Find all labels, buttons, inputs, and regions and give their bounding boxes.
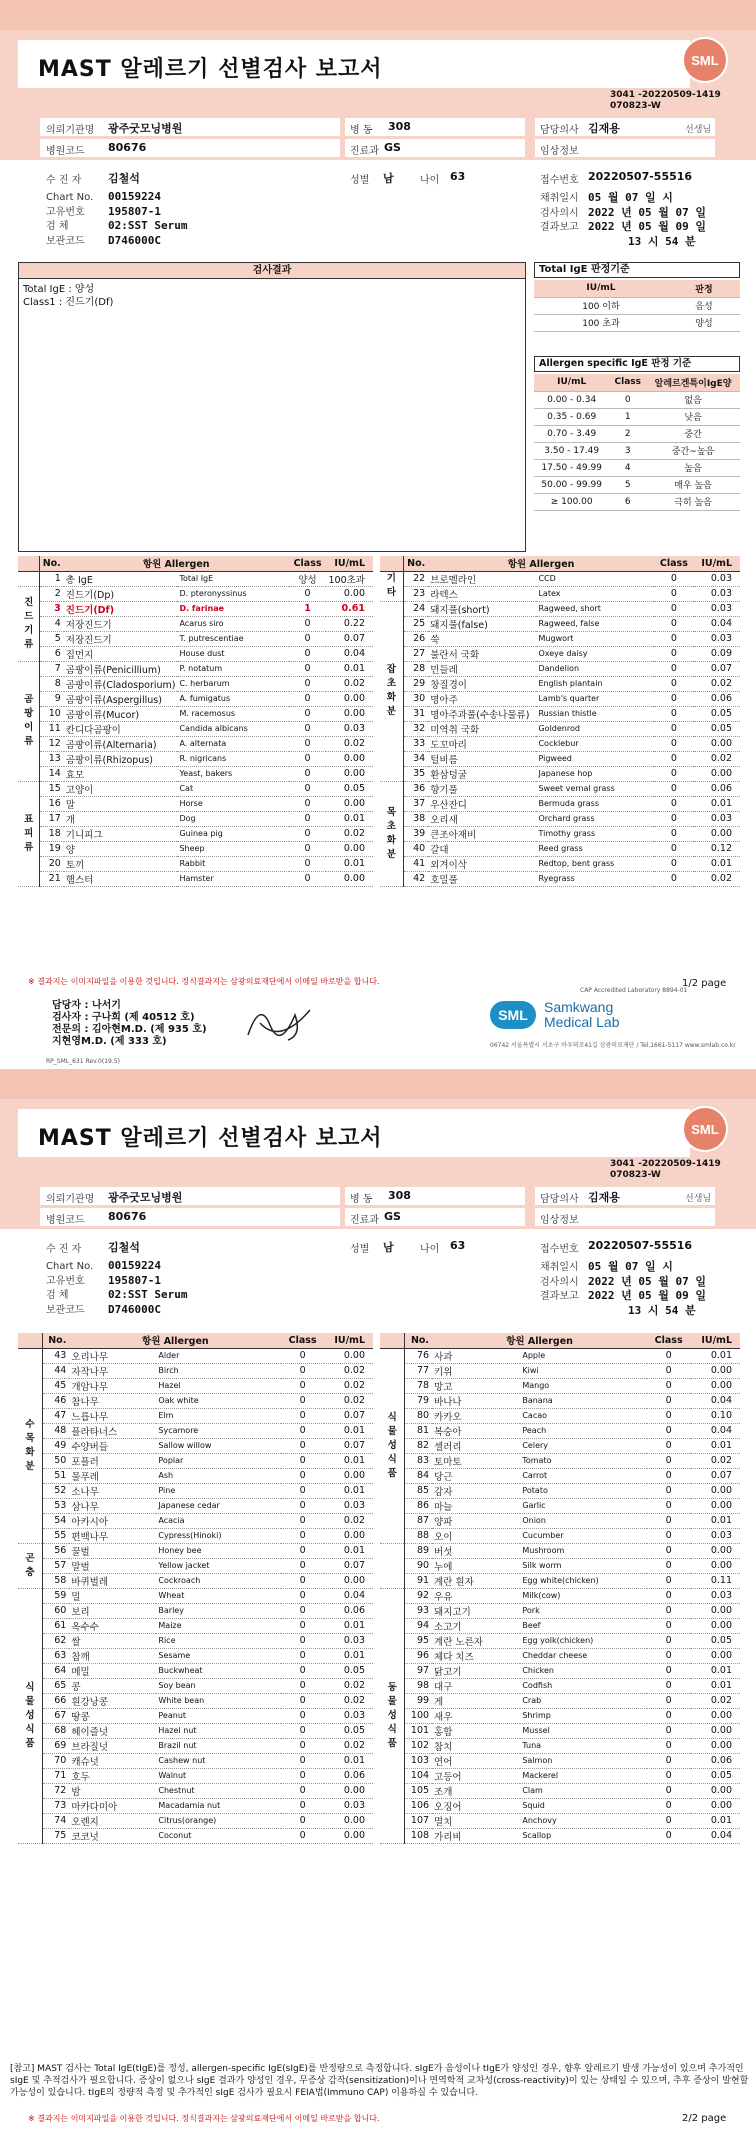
receipt-label: 접수번호 bbox=[540, 175, 579, 186]
result-row: 46 참나무 Oak white 0 0.02 bbox=[18, 1393, 373, 1408]
group-label: 수 목 화 분 bbox=[18, 1348, 43, 1543]
result-row: 107 멸치 Anchovy 0 0.01 bbox=[380, 1813, 740, 1828]
result-row: 41 외겨이삭 Redtop, bent grass 0 0.01 bbox=[380, 856, 740, 871]
result-row: 목 초 화 분 36 향기풀 Sweet vernal grass 0 0.06 bbox=[380, 781, 740, 796]
result-row: 66 흰강낭콩 White bean 0 0.02 bbox=[18, 1693, 373, 1708]
result-row: 102 참치 Tuna 0 0.00 bbox=[380, 1738, 740, 1753]
result-row: 34 털비름 Pigweed 0 0.02 bbox=[380, 751, 740, 766]
result-row: 78 망고 Mango 0 0.00 bbox=[380, 1378, 740, 1393]
ref-row: 0.70 - 3.49 2 중간 bbox=[534, 425, 740, 442]
reference-note: [참고] MAST 검사는 Total IgE(tIgE)를 정성, allergen-specific IgE(sIgE)를 반정량으로 측정합니다. sIgE가 음성이나 tIgE가 양성인 경우, 향후 알레르기 발생 가능성이 있으며 추가적인 sIgE 및 추적검사가 필요합니다. 증상이 없으나 sIgE 결과가 양성인 경우, 무증상 감작(sensitization)이나 면역학적 교차성(cross-reactivity)이 있는 상태일 수 있으며, 추후 증상이 발현할 가능성이 있습니다. tIgE의 정량적 측정 및 추가적인 sIgE 검사가 필요시 FEIA법(Immuno CAP) 이용하실 수 있습니다. bbox=[10, 2064, 749, 2098]
group-label bbox=[18, 571, 40, 586]
table-header-row: No. 항원 Allergen Class IU/mL bbox=[380, 556, 740, 571]
result-row: 70 캐슈넛 Cashew nut 0 0.01 bbox=[18, 1753, 373, 1768]
result-row: 곰 팡 이 류 7 곰팡이류(Penicillium) P. notatum 0 0.01 bbox=[18, 661, 373, 676]
ref-row: 0.35 - 0.69 1 낮음 bbox=[534, 408, 740, 425]
result-row: 82 셀러리 Celery 0 0.01 bbox=[380, 1438, 740, 1453]
result-row: 20 토끼 Rabbit 0 0.01 bbox=[18, 856, 373, 871]
address: 06742 서울특별시 서초구 바우뫼로41길 삼광의료재단 / Tel.1661-5117 www.smlab.co.kr bbox=[490, 1042, 736, 1049]
report-title: MAST 알레르기 선별검사 보고서 bbox=[38, 57, 383, 82]
result-row: 기 타 22 브로멜라인 CCD 0 0.03 bbox=[380, 571, 740, 586]
result-row: 38 오리새 Orchard grass 0 0.03 bbox=[380, 811, 740, 826]
result-row: 33 도꼬마리 Cocklebur 0 0.00 bbox=[380, 736, 740, 751]
result-row: 77 키위 Kiwi 0 0.00 bbox=[380, 1363, 740, 1378]
result-row: 8 곰팡이류(Cladosporium) C. herbarum 0 0.02 bbox=[18, 676, 373, 691]
result-row: 곤 충 56 꿀벌 Honey bee 0 0.01 bbox=[18, 1543, 373, 1558]
summary-class: Class1 : 진드기(Df) bbox=[23, 297, 114, 308]
result-row: 89 버섯 Mushroom 0 0.00 bbox=[380, 1543, 740, 1558]
result-row: 진 드 기 류 2 진드기(Dp) D. pteronyssinus 0 0.00 bbox=[18, 586, 373, 601]
result-row: 90 누에 Silk worm 0 0.00 bbox=[380, 1558, 740, 1573]
sml-mark-icon: SML bbox=[490, 1001, 536, 1029]
result-row: 72 밤 Chestnut 0 0.00 bbox=[18, 1783, 373, 1798]
result-row: 9 곰팡이류(Aspergillus) A. fumigatus 0 0.00 bbox=[18, 691, 373, 706]
result-row: 12 곰팡이류(Alternaria) A. alternata 0 0.02 bbox=[18, 736, 373, 751]
result-row: 103 연어 Salmon 0 0.06 bbox=[380, 1753, 740, 1768]
sml-logo-icon: SML bbox=[682, 37, 728, 83]
result-row: 108 가리비 Scallop 0 0.04 bbox=[380, 1828, 740, 1843]
result-row: 53 삼나무 Japanese cedar 0 0.03 bbox=[18, 1498, 373, 1513]
result-row: 75 코코넛 Coconut 0 0.00 bbox=[18, 1828, 373, 1843]
result-row: 97 닭고기 Chicken 0 0.01 bbox=[380, 1663, 740, 1678]
age-label: 나이 bbox=[420, 175, 440, 186]
ward-label: 병 동 bbox=[350, 125, 373, 136]
header-band bbox=[0, 0, 756, 30]
result-row: 57 말벌 Yellow jacket 0 0.07 bbox=[18, 1558, 373, 1573]
result-row: 86 마늘 Garlic 0 0.00 bbox=[380, 1498, 740, 1513]
group-label: 곰 팡 이 류 bbox=[18, 661, 40, 781]
group-label: 진 드 기 류 bbox=[18, 586, 40, 661]
results-table-left bbox=[18, 556, 373, 887]
result-row: 68 헤이즐넛 Hazel nut 0 0.05 bbox=[18, 1723, 373, 1738]
result-row: 식 물 성 식 품 59 밀 Wheat 0 0.04 bbox=[18, 1588, 373, 1603]
result-row: 28 민들레 Dandelion 0 0.07 bbox=[380, 661, 740, 676]
results-table-right bbox=[380, 1333, 740, 1844]
result-row: 50 포플러 Poplar 0 0.01 bbox=[18, 1453, 373, 1468]
result-row: 105 조개 Clam 0 0.00 bbox=[380, 1783, 740, 1798]
result-row: 61 옥수수 Maize 0 0.01 bbox=[18, 1618, 373, 1633]
result-row: 45 개암나무 Hazel 0 0.02 bbox=[18, 1378, 373, 1393]
result-row: 5 저장진드기 T. putrescentiae 0 0.07 bbox=[18, 631, 373, 646]
group-label: 잡 초 화 분 bbox=[380, 601, 403, 781]
result-row: 48 플라타너스 Sycamore 0 0.01 bbox=[18, 1423, 373, 1438]
result-row: 식 물 성 식 품 76 사과 Apple 0 0.01 bbox=[380, 1348, 740, 1363]
total-ige-ref-title: Total IgE 판정기준 bbox=[534, 262, 740, 278]
table-header-row: No. 항원 Allergen Class IU/mL bbox=[18, 556, 373, 571]
result-row: 11 칸디다곰팡이 Candida albicans 0 0.03 bbox=[18, 721, 373, 736]
result-row: 동 물 성 식 품 92 우유 Milk(cow) 0 0.03 bbox=[380, 1588, 740, 1603]
result-row: 64 메밀 Buckwheat 0 0.05 bbox=[18, 1663, 373, 1678]
result-row: 69 브라질넛 Brazil nut 0 0.02 bbox=[18, 1738, 373, 1753]
result-row: 93 돼지고기 Pork 0 0.00 bbox=[380, 1603, 740, 1618]
result-row: 26 쑥 Mugwort 0 0.03 bbox=[380, 631, 740, 646]
result-row: 수 목 화 분 43 오리나무 Alder 0 0.00 bbox=[18, 1348, 373, 1363]
group-label bbox=[380, 1543, 405, 1588]
total-ige-ref-table: IU/mL 판정 100 이하 음성 100 초과 양성 bbox=[534, 280, 740, 332]
result-row: 44 자작나무 Birch 0 0.02 bbox=[18, 1363, 373, 1378]
result-row: 96 체다 치즈 Cheddar cheese 0 0.00 bbox=[380, 1648, 740, 1663]
result-row: 79 바나나 Banana 0 0.04 bbox=[380, 1393, 740, 1408]
result-row: 80 카카오 Cacao 0 0.10 bbox=[380, 1408, 740, 1423]
result-row: 14 효모 Yeast, bakers 0 0.00 bbox=[18, 766, 373, 781]
result-row: 106 오징어 Squid 0 0.00 bbox=[380, 1798, 740, 1813]
result-row: 49 수양버들 Sallow willow 0 0.07 bbox=[18, 1438, 373, 1453]
group-label: 표 피 류 bbox=[18, 781, 40, 886]
name-value: 김철석 bbox=[108, 172, 140, 185]
specific-ref-title: Allergen specific IgE 판정 기준 bbox=[534, 356, 740, 372]
ref-row: 50.00 - 99.99 5 매우 높음 bbox=[534, 476, 740, 493]
sml-logo-icon: SML bbox=[682, 1106, 728, 1152]
result-row: 94 소고기 Beef 0 0.00 bbox=[380, 1618, 740, 1633]
result-row: 99 게 Crab 0 0.02 bbox=[380, 1693, 740, 1708]
ref-row: ≥ 100.00 6 극히 높음 bbox=[534, 493, 740, 510]
result-row: 13 곰팡이류(Rhizopus) R. nigricans 0 0.00 bbox=[18, 751, 373, 766]
result-row: 40 갈대 Reed grass 0 0.12 bbox=[380, 841, 740, 856]
result-row: 91 계란 흰자 Egg white(chicken) 0 0.11 bbox=[380, 1573, 740, 1588]
result-row: 29 창질경이 English plantain 0 0.02 bbox=[380, 676, 740, 691]
result-row: 95 계란 노른자 Egg yolk(chicken) 0 0.05 bbox=[380, 1633, 740, 1648]
result-row: 67 땅콩 Peanut 0 0.03 bbox=[18, 1708, 373, 1723]
date-labels: 채취일시 검사의시 결과보고 bbox=[540, 193, 579, 233]
group-label: 목 초 화 분 bbox=[380, 781, 403, 886]
result-row: 16 말 Horse 0 0.00 bbox=[18, 796, 373, 811]
result-row: 21 햄스터 Hamster 0 0.00 bbox=[18, 871, 373, 886]
hcode-value: 80676 bbox=[108, 141, 147, 154]
result-row: 47 느릅나무 Elm 0 0.07 bbox=[18, 1408, 373, 1423]
result-row: 71 호두 Walnut 0 0.06 bbox=[18, 1768, 373, 1783]
result-row: 32 미역취 국화 Goldenrod 0 0.05 bbox=[380, 721, 740, 736]
result-row: 1 총 IgE Total IgE 양성 100초과 bbox=[18, 571, 373, 586]
group-label: 식 물 성 식 품 bbox=[380, 1348, 405, 1543]
ref-row: 3.50 - 17.49 3 중간~높음 bbox=[534, 442, 740, 459]
summary-box: 검사결과 Total IgE : 양성 Class1 : 진드기(Df) bbox=[18, 262, 526, 552]
record-number: 3041 -20220509-1419 070823-W bbox=[610, 1159, 721, 1180]
clinical-label: 임상정보 bbox=[540, 146, 579, 157]
footer-note: ※ 결과지는 이미지파일을 이용한 것입니다. 정식결과지는 삼광의료재단에서 이메일 바로받을 합니다. bbox=[28, 977, 380, 986]
age-value: 63 bbox=[450, 170, 466, 183]
result-row: 74 오렌지 Citrus(orange) 0 0.00 bbox=[18, 1813, 373, 1828]
result-row: 88 오이 Cucumber 0 0.03 bbox=[380, 1528, 740, 1543]
result-row: 60 보리 Barley 0 0.06 bbox=[18, 1603, 373, 1618]
results-table-left bbox=[18, 1333, 373, 1844]
result-row: 17 개 Dog 0 0.01 bbox=[18, 811, 373, 826]
result-row: 3 진드기(Df) D. farinae 1 0.61 bbox=[18, 601, 373, 616]
result-row: 101 홍합 Mussel 0 0.00 bbox=[380, 1723, 740, 1738]
result-row: 55 편백나무 Cypress(Hinoki) 0 0.00 bbox=[18, 1528, 373, 1543]
report-title: MAST 알레르기 선별검사 보고서 bbox=[38, 1126, 383, 1151]
group-label: 기 타 bbox=[380, 571, 403, 601]
result-row: 63 참깨 Sesame 0 0.01 bbox=[18, 1648, 373, 1663]
result-row: 65 콩 Soy bean 0 0.02 bbox=[18, 1678, 373, 1693]
result-row: 4 저장진드기 Acarus siro 0 0.22 bbox=[18, 616, 373, 631]
page-number: 1/2 page bbox=[682, 978, 727, 989]
result-row: 18 기니피그 Guinea pig 0 0.02 bbox=[18, 826, 373, 841]
result-row: 27 불란서 국화 Oxeye daisy 0 0.09 bbox=[380, 646, 740, 661]
result-row: 42 호밀풀 Ryegrass 0 0.02 bbox=[380, 871, 740, 886]
result-row: 104 고등어 Mackerel 0 0.05 bbox=[380, 1768, 740, 1783]
header-band bbox=[0, 1069, 756, 1099]
doctor-label: 담당의사 bbox=[540, 125, 579, 136]
summary-total: Total IgE : 양성 bbox=[23, 284, 95, 295]
hcode-label: 병원코드 bbox=[46, 146, 85, 157]
result-row: 58 바퀴벌레 Cockroach 0 0.00 bbox=[18, 1573, 373, 1588]
dept-value: GS bbox=[384, 141, 401, 154]
result-row: 85 감자 Potato 0 0.00 bbox=[380, 1483, 740, 1498]
sex-value: 남 bbox=[383, 172, 394, 185]
result-row: 83 토마토 Tomato 0 0.02 bbox=[380, 1453, 740, 1468]
specific-ref-table: IU/mL Class 알레르겐특이IgE양 0.00 - 0.34 0 없음 0.35 - 0.69 1 낮음 0.70 - 3.49 2 중간 3.50 - 17.49 3 중간~높음 17.50 - 49.99 4 높음 50.00 - 99.99 5 매우 높음 ≥ 100.00 6 극히 높음 bbox=[534, 374, 740, 511]
group-label: 식 물 성 식 품 bbox=[18, 1588, 43, 1843]
result-row: 73 마카다미아 Macadamia nut 0 0.03 bbox=[18, 1798, 373, 1813]
group-label: 동 물 성 식 품 bbox=[380, 1588, 405, 1843]
result-row: 표 피 류 15 고양이 Cat 0 0.05 bbox=[18, 781, 373, 796]
sex-label: 성별 bbox=[350, 175, 370, 186]
ref-row: 0.00 - 0.34 0 없음 bbox=[534, 391, 740, 408]
result-row: 100 새우 Shrimp 0 0.00 bbox=[380, 1708, 740, 1723]
ref-row: 100 초과 양성 bbox=[534, 314, 740, 331]
result-row: 잡 초 화 분 24 돼지풀(short) Ragweed, short 0 0.03 bbox=[380, 601, 740, 616]
report-page-1: MAST 알레르기 선별검사 보고서 SML 3041 -20220509-1419 070823-W 의뢰기관명 광주굿모닝병원 병 동 308 담당의사 김재용 선생님 병원코드 80676 진료과 GS 임상정보 수 진 자 김철석 성별 남 나이 63 접수번호 20220507-55516 Chart No. 고유번호 검 체 보관코드 00159224 195807-1 02:SST Serum D746000C 채취일시 검사의시 결과보고 05 월 07 일 시 2022 년 05 월 07 일 2022 년 05 월 09 일 13 시 54 분 검사결과 Total IgE : 양성 Class1 : 진드기(Df) Total IgE 판정기준 IU/mL 판정 100 이하 음성 100 초과 양성 Allergen specific IgE 판정 기준 IU/mL Class 알레르겐특이IgE양 0.00 - 0.34 0 없음 0.35 - 0.69 1 낮음 0.70 - 3.49 2 중간 3.50 - 17.49 3 중간~높음 17.50 - 49.99 4 높음 50.00 - 99.99 5 매우 높음 ≥ 100.00 6 극히 높음 No. 항원 Allergen Class IU/mL 1 총 IgE Total IgE 양성 100초과 진 드 기 류 2 진드기(Dp) D. pteronyssinus 0 0.00 3 진드기(Df) D. farinae 1 0.61 4 저장진드기 Acarus siro 0 0.22 5 저장진드기 T. putrescentiae 0 0.07 6 집먼지 House dust 0 0.04 곰 팡 이 류 7 곰팡이류(Penicillium) P. notatum 0 0.01 8 곰팡이류(Cladosporium) C. herbarum 0 0.02 9 곰팡이류(Aspergillus) A. fumigatus 0 0.00 10 곰팡이류(Mucor) M. racemosus 0 0.00 11 칸디다곰팡이 Candida albicans 0 0.03 12 곰팡이류(Alternaria) A. alternata 0 0.02 13 곰팡이류(Rhizopus) R. nigricans 0 0.00 14 효모 Yeast, bakers 0 0.00 표 피 류 15 고양이 Cat 0 0.05 16 말 Horse 0 0.00 17 개 Dog 0 0.01 18 기니피그 Guinea pig 0 0.02 19 양 Sheep 0 0.00 20 토끼 Rabbit 0 0.01 21 햄스터 Hamster 0 0.00 No. 항원 Allergen Class IU/mL 기 타 22 브로멜라인 CCD 0 0.03 23 라텍스 Latex 0 0.03 잡 초 화 분 24 돼지풀(short) Ragweed, short 0 0.03 25 돼지풀(false) Ragweed, false 0 0.04 26 쑥 Mugwort 0 0.03 27 불란서 국화 Oxeye daisy 0 0.09 28 민들레 Dandelion 0 0.07 29 창질경이 English plantain 0 0.02 30 명아주 Lamb's quarter 0 0.06 31 명아주과풀(수송나물류) Russian thistle 0 0.05 32 미역취 국화 Goldenrod 0 0.05 33 도꼬마리 Cocklebur 0 0.00 34 털비름 Pigweed 0 0.02 35 환삼덩굴 Japanese hop 0 0.00 목 초 화 분 36 향기풀 Sweet vernal grass 0 0.06 37 우산잔디 Bermuda grass 0 0.01 38 오리새 Orchard grass 0 0.03 39 큰조아재비 Timothy grass 0 0.00 40 갈대 Reed grass 0 0.12 41 외겨이삭 Redtop, bent grass 0 0.01 42 호밀풀 Ryegrass 0 0.02 ※ 결과지는 이미지파일을 이용한 것입니다. 정식결과지는 삼광의료재단에서 이메일 바로받을 합니다. CAP Accredited Laboratory 8894-01 1/2 page 담당자 : 나서기 검사자 : 구나희 (제 40512 호) 전문의 : 김아현M.D. (제 935 호) 지현영M.D. (제 333 호) RP_SML_631 Rev.0(19.5) SML Samkwang Medical Lab 06742 서울특별시 서초구 바우뫼로41길 삼광의료재단 / Tel.1661-5117 www.smlab.co.kr bbox=[0, 0, 756, 1069]
doctor-value: 김재용 bbox=[588, 122, 620, 135]
result-row: 87 양파 Onion 0 0.01 bbox=[380, 1513, 740, 1528]
result-row: 30 명아주 Lamb's quarter 0 0.06 bbox=[380, 691, 740, 706]
signature-image bbox=[240, 995, 320, 1050]
table-header-row: No. 항원 Allergen Class IU/mL bbox=[380, 1333, 740, 1348]
result-row: 84 당근 Carrot 0 0.07 bbox=[380, 1468, 740, 1483]
result-row: 35 환삼덩굴 Japanese hop 0 0.00 bbox=[380, 766, 740, 781]
chart-values: 00159224 195807-1 02:SST Serum D746000C bbox=[108, 190, 188, 247]
dept-label: 진료과 bbox=[350, 146, 379, 157]
chart-labels: Chart No. 고유번호 검 체 보관코드 bbox=[46, 192, 94, 247]
result-row: 25 돼지풀(false) Ragweed, false 0 0.04 bbox=[380, 616, 740, 631]
sml-footer-logo: SML Samkwang Medical Lab bbox=[490, 1000, 620, 1030]
signatures: 담당자 : 나서기 검사자 : 구나희 (제 40512 호) 전문의 : 김아현M.D. (제 935 호) 지현영M.D. (제 333 호) bbox=[52, 1000, 207, 1047]
result-row: 62 쌀 Rice 0 0.03 bbox=[18, 1633, 373, 1648]
ward-value: 308 bbox=[388, 120, 411, 133]
page-number: 2/2 page bbox=[682, 2113, 727, 2124]
result-row: 6 집먼지 House dust 0 0.04 bbox=[18, 646, 373, 661]
name-label: 수 진 자 bbox=[46, 175, 82, 186]
result-row: 37 우산잔디 Bermuda grass 0 0.01 bbox=[380, 796, 740, 811]
result-row: 23 라텍스 Latex 0 0.03 bbox=[380, 586, 740, 601]
ref-row: 100 이하 음성 bbox=[534, 297, 740, 314]
group-label: 곤 충 bbox=[18, 1543, 43, 1588]
hospital-label: 의뢰기관명 bbox=[46, 125, 95, 136]
date-values: 05 월 07 일 시 2022 년 05 월 07 일 2022 년 05 월 09 일 13 시 54 분 bbox=[588, 191, 706, 248]
result-row: 31 명아주과풀(수송나물류) Russian thistle 0 0.05 bbox=[380, 706, 740, 721]
receipt-value: 20220507-55516 bbox=[588, 170, 693, 183]
table-header-row: No. 항원 Allergen Class IU/mL bbox=[18, 1333, 373, 1348]
ref-row: 17.50 - 49.99 4 높음 bbox=[534, 459, 740, 476]
result-row: 51 물푸레 Ash 0 0.00 bbox=[18, 1468, 373, 1483]
record-number: 3041 -20220509-1419 070823-W bbox=[610, 90, 721, 111]
result-row: 54 아카시아 Acacia 0 0.02 bbox=[18, 1513, 373, 1528]
result-row: 19 양 Sheep 0 0.00 bbox=[18, 841, 373, 856]
result-row: 39 큰조아재비 Timothy grass 0 0.00 bbox=[380, 826, 740, 841]
results-table-right bbox=[380, 556, 740, 887]
result-row: 98 대구 Codfish 0 0.01 bbox=[380, 1678, 740, 1693]
report-page-2: MAST 알레르기 선별검사 보고서 SML 3041 -20220509-1419 070823-W 의뢰기관명 광주굿모닝병원 병 동 308 담당의사 김재용 선생님 병원코드 80676 진료과 GS 임상정보 수 진 자 김철석 성별 남 나이 63 접수번호 20220507-55516 Chart No. 고유번호 검 체 보관코드 00159224 195807-1 02:SST Serum D746000C 채취일시 검사의시 결과보고 05 월 07 일 시 2022 년 05 월 07 일 2022 년 05 월 09 일 13 시 54 분 No. 항원 Allergen Class IU/mL 수 목 화 분 43 오리나무 Alder 0 0.00 44 자작나무 Birch 0 0.02 45 개암나무 Hazel 0 0.02 46 참나무 Oak white 0 0.02 47 느릅나무 Elm 0 0.07 48 플라타너스 Sycamore 0 0.01 49 수양버들 Sallow willow 0 0.07 50 포플러 Poplar 0 0.01 51 물푸레 Ash 0 0.00 52 소나무 Pine 0 0.01 53 삼나무 Japanese cedar 0 0.03 54 아카시아 Acacia 0 0.02 55 편백나무 Cypress(Hinoki) 0 0.00 곤 충 56 꿀벌 Honey bee 0 0.01 57 말벌 Yellow jacket 0 0.07 58 바퀴벌레 Cockroach 0 0.00 식 물 성 식 품 59 밀 Wheat 0 0.04 60 보리 Barley 0 0.06 61 옥수수 Maize 0 0.01 62 쌀 Rice 0 0.03 63 참깨 Sesame 0 0.01 64 메밀 Buckwheat 0 0.05 65 콩 Soy bean 0 0.02 66 흰강낭콩 White bean 0 0.02 67 땅콩 Peanut 0 0.03 68 헤이즐넛 Hazel nut 0 0.05 69 브라질넛 Brazil nut 0 0.02 70 캐슈넛 Cashew nut 0 0.01 71 호두 Walnut 0 0.06 72 밤 Chestnut 0 0.00 73 마카다미아 Macadamia nut 0 0.03 74 오렌지 Citrus(orange) 0 0.00 75 코코넛 Coconut 0 0.00 No. 항원 Allergen Class IU/mL 식 물 성 식 품 76 사과 Apple 0 0.01 77 키위 Kiwi 0 0.00 78 망고 Mango 0 0.00 79 바나나 Banana 0 0.04 80 카카오 Cacao 0 0.10 81 복숭아 Peach 0 0.04 82 셀러리 Celery 0 0.01 83 토마토 Tomato 0 0.02 84 당근 Carrot 0 0.07 85 감자 Potato 0 0.00 86 마늘 Garlic 0 0.00 87 양파 Onion 0 0.01 88 오이 Cucumber 0 0.03 89 버섯 Mushroom 0 0.00 90 누에 Silk worm 0 0.00 91 계란 흰자 Egg white(chicken) 0 0.11 동 물 성 식 품 92 우유 Milk(cow) 0 0.03 93 돼지고기 Pork 0 0.00 94 소고기 Beef 0 0.00 95 계란 노른자 Egg yolk(chicken) 0 0.05 96 체다 치즈 Cheddar cheese 0 0.00 97 닭고기 Chicken 0 0.01 98 대구 Codfish 0 0.01 99 게 Crab 0 0.02 100 새우 Shrimp 0 0.00 101 홍합 Mussel 0 0.00 102 참치 Tuna 0 0.00 103 연어 Salmon 0 0.06 104 고등어 Mackerel 0 0.05 105 조개 Clam 0 0.00 106 오징어 Squid 0 0.00 107 멸치 Anchovy 0 0.01 108 가리비 Scallop 0 0.04 [참고] MAST 검사는 Total IgE(tIgE)를 정성, allergen-specific IgE(sIgE)를 반정량으로 측정합니다. sIgE가 음성이나 tIgE가 양성인 경우, 향후 알레르기 발생 가능성이 있으며 추가적인 sIgE 및 추적검사가 필요합니다. 증상이 없으나 sIgE 결과가 양성인 경우, 무증상 감작(sensitization)이나 면역학적 교차성(cross-reactivity)이 있는 상태일 수 있으며, 추후 증상이 발현할 가능성이 있습니다. tIgE의 정량적 측정 및 추가적인 sIgE 검사가 필요시 FEIA법(Immuno CAP) 이용하실 수 있습니다. ※ 결과지는 이미지파일을 이용한 것입니다. 정식결과지는 삼광의료재단에서 이메일 바로받을 합니다. 2/2 page bbox=[0, 1069, 756, 2138]
result-row: 81 복숭아 Peach 0 0.04 bbox=[380, 1423, 740, 1438]
result-row: 52 소나무 Pine 0 0.01 bbox=[18, 1483, 373, 1498]
hospital-value: 광주굿모닝병원 bbox=[108, 122, 183, 135]
result-row: 10 곰팡이류(Mucor) M. racemosus 0 0.00 bbox=[18, 706, 373, 721]
